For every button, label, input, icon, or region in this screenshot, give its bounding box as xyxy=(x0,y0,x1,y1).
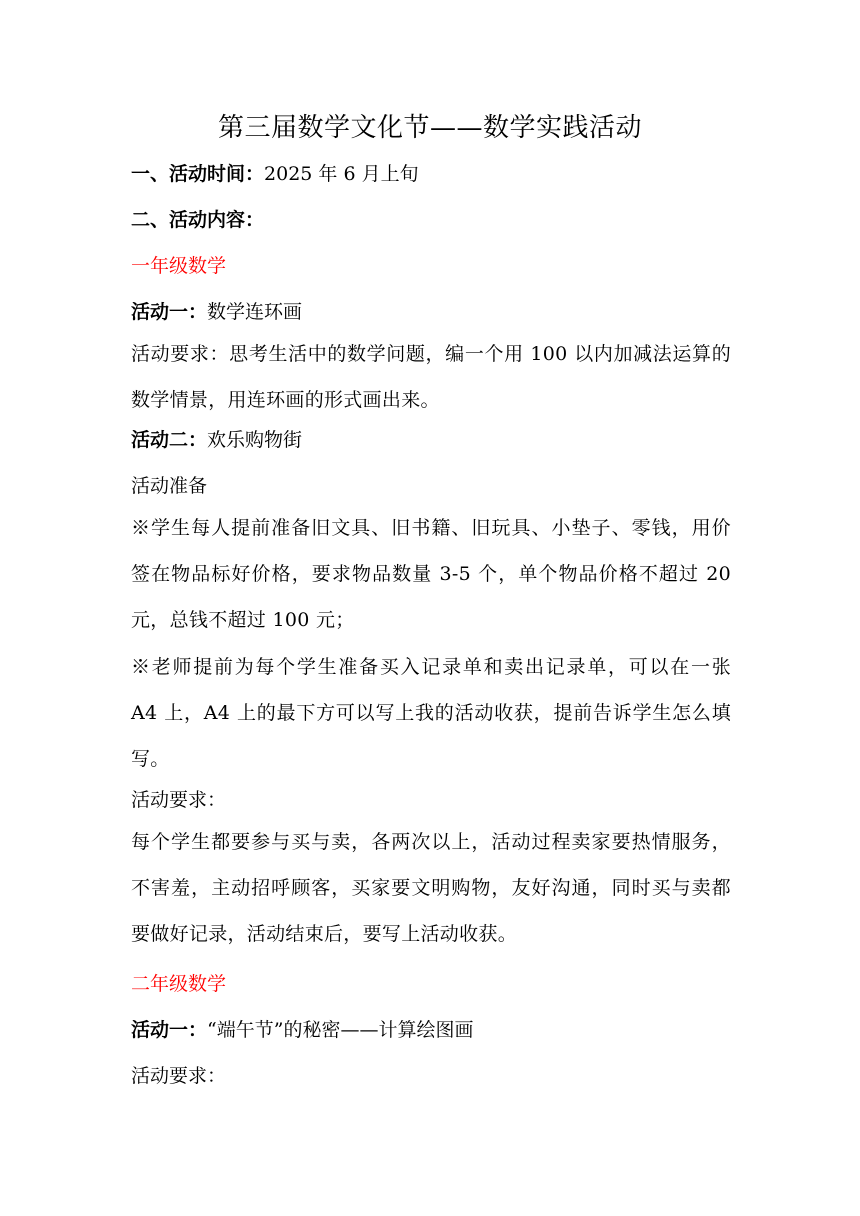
grade1-activity2-req-title: 活动要求： xyxy=(131,789,227,811)
grade1-activity1-line xyxy=(131,298,731,326)
paragraph-line: 每个学生都要参与买与卖，各两次以上，活动过程卖家要热情服务， xyxy=(131,831,731,853)
paragraph-line: ※老师提前为每个学生准备买入记录单和卖出记录单，可以在一张 xyxy=(131,656,731,678)
paragraph-line: ※学生每人提前准备旧文具、旧书籍、旧玩具、小垫子、零钱，用价 xyxy=(131,517,731,539)
activity-content-heading: 二、活动内容： xyxy=(131,209,265,231)
grade1-activity2-line xyxy=(131,426,731,454)
grade1-activity1-name: 数学连环画 xyxy=(207,301,303,323)
grade2-activity1-line xyxy=(131,1016,731,1044)
activity-time-label: 一、活动时间： xyxy=(131,163,265,185)
paragraph-line: 数学情景，用连环画的形式画出来。 xyxy=(131,389,440,411)
grade2-activity1-label: 活动一： xyxy=(131,1019,208,1041)
grade1-heading: 一年级数学 xyxy=(131,255,227,277)
grade1-activity2-requirement xyxy=(131,819,731,957)
paragraph-line: 不害羞，主动招呼顾客，买家要文明购物，友好沟通，同时买与卖都 xyxy=(131,877,731,899)
paragraph-line: 活动要求：思考生活中的数学问题，编一个用 100 以内加减法运算的 xyxy=(131,343,731,365)
grade1-activity2-label: 活动二： xyxy=(131,429,208,451)
document-title: 第三届数学文化节——数学实践活动 xyxy=(217,113,642,143)
activity-time-line xyxy=(131,160,731,188)
paragraph-line: 签在物品标好价格，要求物品数量 3-5 个，单个物品价格不超过 20 xyxy=(131,563,731,585)
grade1-activity2-name: 欢乐购物街 xyxy=(207,429,303,451)
paragraph-line: 元，总钱不超过 100 元； xyxy=(131,609,355,631)
grade1-activity2-prep-title: 活动准备 xyxy=(131,475,208,497)
grade1-activity1-label: 活动一： xyxy=(131,301,208,323)
grade2-heading: 二年级数学 xyxy=(131,973,227,995)
grade1-activity2-prep1 xyxy=(131,505,731,643)
paragraph-line: A4 上，A4 上的最下方可以写上我的活动收获，提前告诉学生怎么填 xyxy=(131,702,731,724)
grade2-activity1-req-title: 活动要求： xyxy=(131,1065,227,1087)
paragraph-line: 要做好记录，活动结束后，要写上活动收获。 xyxy=(131,923,518,945)
grade1-activity1-requirement xyxy=(131,331,731,423)
activity-time-value: 2025 年 6 月上旬 xyxy=(264,163,419,185)
grade1-activity2-prep2 xyxy=(131,644,731,782)
paragraph-line: 写。 xyxy=(131,748,170,770)
grade2-activity1-name: “端午节”的秘密——计算绘图画 xyxy=(207,1019,474,1041)
